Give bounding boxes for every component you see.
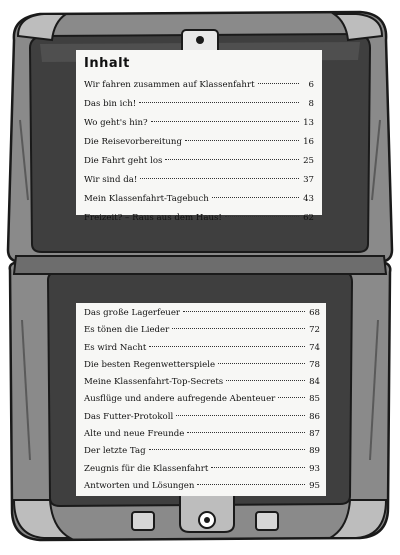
toc-entry[interactable] (84, 152, 314, 171)
toc-entry-page: 62 (303, 213, 314, 223)
leader-dots (218, 362, 305, 364)
toc-entry-page: 87 (309, 429, 320, 440)
leader-dots (278, 396, 305, 398)
leader-dots (140, 177, 299, 179)
toc-entry-page: 25 (303, 156, 314, 166)
leader-dots (149, 448, 305, 450)
leader-dots (149, 345, 305, 347)
toc-entry-page: 89 (309, 446, 320, 457)
toc-entry-page: 6 (308, 80, 314, 90)
toc-panel-top (76, 50, 322, 223)
toc-title: Inhalt (84, 56, 130, 71)
toc-entry[interactable] (84, 322, 320, 339)
toc-entry-label: Wo geht's hin? (84, 118, 148, 128)
toc-list-bottom (84, 305, 320, 495)
leader-dots (197, 483, 305, 485)
leader-dots (211, 466, 305, 468)
toc-entry-page: 43 (303, 194, 314, 204)
toc-entry-page: 37 (303, 175, 314, 185)
toc-entry[interactable] (84, 426, 320, 443)
toc-entry-page: 72 (309, 325, 320, 336)
toc-entry-page: 68 (309, 308, 320, 318)
toc-entry[interactable] (84, 133, 314, 152)
leader-dots (183, 310, 305, 312)
leader-dots (172, 327, 305, 329)
toc-entry-label: Wir fahren zusammen auf Klassenfahrt (84, 80, 255, 90)
toc-panel-bottom (76, 303, 326, 496)
toc-entry-page: 93 (309, 463, 320, 474)
leader-dots (165, 158, 299, 160)
toc-entry-label: Es wird Nacht (84, 342, 147, 353)
leader-dots (187, 431, 305, 433)
leader-dots (176, 414, 305, 416)
toc-entry[interactable] (84, 357, 320, 374)
toc-entry-page: 13 (303, 118, 314, 128)
toc-entry-page: 78 (309, 359, 320, 370)
toc-entry-label: Das große Lagerfeuer (84, 308, 181, 318)
leader-dots (151, 120, 299, 122)
leader-dots (226, 379, 305, 381)
toc-entry-page: 85 (309, 394, 320, 405)
toc-entry-label: Es tönen die Lieder (84, 325, 170, 336)
toc-entry[interactable] (84, 443, 320, 460)
toc-entry-label: Meine Klassenfahrt-Top-Secrets (84, 377, 224, 388)
toc-entry[interactable] (84, 478, 320, 495)
toc-entry-label: Die Reisevorbereitung (84, 137, 182, 147)
toc-entry[interactable] (84, 76, 314, 95)
toc-entry-label: Das bin ich! (84, 99, 137, 109)
toc-entry[interactable] (84, 114, 314, 133)
toc-entry-page: 16 (303, 137, 314, 147)
leader-dots (139, 101, 299, 103)
leader-dots (212, 196, 299, 198)
leader-dots (185, 139, 299, 141)
leader-dots (258, 82, 299, 84)
toc-entry[interactable] (84, 95, 314, 114)
toc-entry[interactable] (84, 391, 320, 408)
toc-entry[interactable] (84, 171, 314, 190)
toc-entry-label: Die Fahrt geht los (84, 156, 163, 166)
toc-entry-label: Das Futter-Protokoll (84, 411, 174, 422)
toc-entry-label: Die besten Regenwetterspiele (84, 359, 216, 370)
toc-entry-label: Mein Klassenfahrt-Tagebuch (84, 194, 209, 204)
toc-entry[interactable] (84, 461, 320, 478)
toc-entry-label: Ausflüge und andere aufregende Abenteuer (84, 394, 276, 405)
toc-entry[interactable] (84, 409, 320, 426)
toc-entry-page: 86 (309, 411, 320, 422)
toc-entry-label: Alte und neue Freunde (84, 429, 185, 440)
toc-entry-page: 74 (309, 342, 320, 353)
toc-entry[interactable] (84, 209, 314, 228)
toc-entry[interactable] (84, 305, 320, 322)
toc-entry-page: 95 (309, 480, 320, 491)
leader-dots (225, 215, 299, 217)
toc-entry-label: Antworten und Lösungen (84, 480, 195, 491)
toc-entry-label: Wir sind da! (84, 175, 138, 185)
toc-entry[interactable] (84, 190, 314, 209)
toc-entry-page: 84 (309, 377, 320, 388)
toc-entry-label: Zeugnis für die Klassenfahrt (84, 463, 209, 474)
toc-entry-page: 8 (308, 99, 314, 109)
toc-entry-label: Freizeit? – Raus aus dem Haus! (84, 213, 222, 223)
toc-list-top (84, 76, 314, 228)
toc-entry-label: Der letzte Tag (84, 446, 146, 457)
toc-entry[interactable] (84, 340, 320, 357)
toc-entry[interactable] (84, 374, 320, 391)
